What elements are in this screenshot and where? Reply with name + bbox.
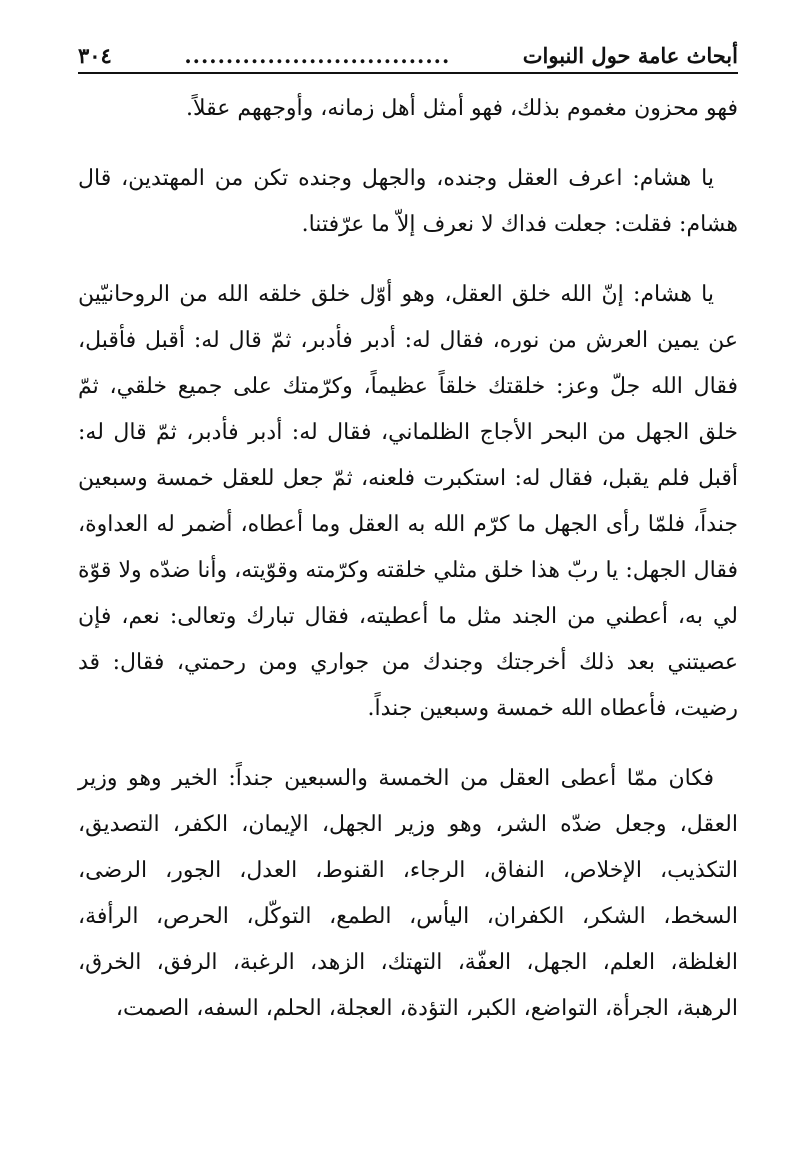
header-leader-dots: ................................ (184, 43, 451, 68)
paragraph: فكان ممّا أعطى العقل من الخمسة والسبعين جنداً: الخير وهو وزير العقل، وجعل ضدّه الشر، وهو وزير الجهل، الإيمان، الكفر، التصديق، التكذيب، الإخلاص، النفاق، الرجاء، القنوط، العدل، الجور، الرضى، السخط، الشكر، الكفران، اليأس، الطمع، التوكّل، الحرص، الرأفة، الغلظة، العلم، الجهل، العفّة، التهتك، الزهد، الرغبة، الرفق، الخرق، الرهبة، الجرأة، التواضع، الكبر، التؤدة، العجلة، الحلم، السفه، الصمت، (78, 766, 738, 1021)
page-number: ٣٠٤ (78, 43, 112, 68)
paragraph: يا هشام: إنّ الله خلق العقل، وهو أوّل خلق خلقه الله من الروحانيّين عن يمين العرش من نوره، فقال له: أدبر فأدبر، ثمّ قال له: أقبل فأقبل، فقال الله جلّ وعز: خلقتك خلقاً عظيماً، وكرّمتك على جميع خلقي، ثمّ خلق الجهل من البحر الأجاج الظلماني، فقال له: أدبر فأدبر، ثمّ قال له: أقبل فلم يقبل، فقال له: استكبرت فلعنه، ثمّ جعل للعقل خمسة وسبعين جنداً، فلمّا رأى الجهل ما كرّم الله به العقل وما أعطاه، أضمر له العداوة، فقال الجهل: يا ربّ هذا خلق مثلي خلقته وكرّمته وقوّيته، وأنا ضدّه ولا قوّة لي به، أعطني من الجند مثل ما أعطيته، فقال تبارك وتعالى: نعم، فإن عصيتني بعد ذلك أخرجتك وجندك من جواري ومن رحمتي، فقال: قد رضيت، فأعطاه الله خمسة وسبعين جنداً. (78, 282, 738, 721)
running-title: أبحاث عامة حول النبوات (522, 43, 738, 68)
paragraph: يا هشام: اعرف العقل وجنده، والجهل وجنده تكن من المهتدين، قال هشام: فقلت: جعلت فداك لا نعرف إلاّ ما عرّفتنا. (78, 166, 738, 237)
body-text (78, 86, 738, 1056)
paragraph-continuation: فهو محزون مغموم بذلك، فهو أمثل أهل زمانه، وأوجههم عقلاً. (186, 96, 738, 121)
page-header (78, 34, 738, 74)
